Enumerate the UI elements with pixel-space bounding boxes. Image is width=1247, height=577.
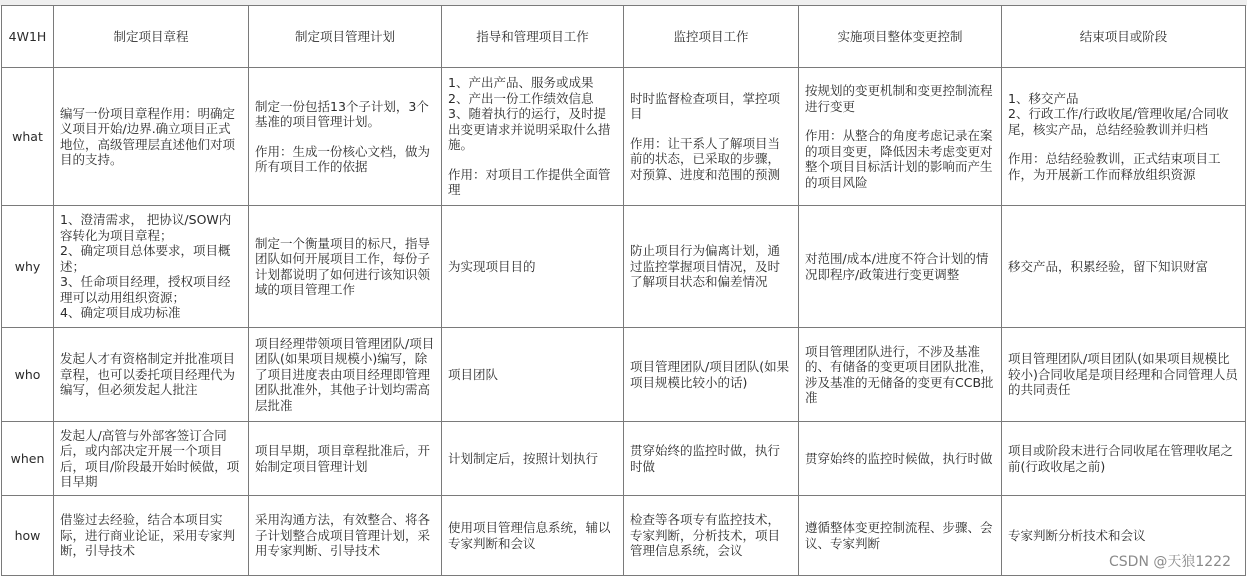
cell-paragraph: 采用沟通方法，有效整合、将各子计划整合成项目管理计划，采用专家判断、引导技术 [255, 512, 431, 559]
cell-paragraph: 贯穿始终的监控时做，执行时做 [630, 443, 781, 474]
table-cell [799, 496, 1002, 576]
watermark: CSDN @天狼1222 [1107, 551, 1233, 571]
column-header: 指导和管理项目工作 [442, 6, 624, 68]
column-header: 监控项目工作 [624, 6, 799, 68]
cell-paragraph: 1、澄清需求， 把协议/SOW内容转化为项目章程； 2、确定项目总体要求，项目概述； 3、任命项目经理，授权项目经理可以动用组织资源； 4、确定项目成功标准 [60, 212, 232, 321]
cell-paragraph: 时时监督检查项目，掌控项目 [630, 90, 781, 122]
column-header: 制定项目管理计划 [249, 6, 442, 68]
table-cell [54, 68, 249, 206]
cell-paragraph: 发起人才有资格制定并批准项目章程，也可以委托项目经理代为编写，但必须发起人批注 [60, 351, 236, 398]
row-header: who [2, 328, 54, 422]
cell-paragraph: 作用：让干系人了解项目当前的状态，已采取的步骤，对预算、进度和范围的预测 [630, 135, 781, 182]
row-header: what [2, 68, 54, 206]
table-cell [799, 328, 1002, 422]
cell-paragraph: 项目管理团队/项目团队(如果项目规模比较小)合同收尾是项目经理和合同管理人员的共同责任 [1008, 351, 1238, 398]
cell-paragraph: 1、移交产品 2、行政工作/行政收尾/管理收尾/合同收尾，核实产品，总结经验教训并归档 [1008, 90, 1229, 137]
table-cell [442, 422, 624, 496]
cell-paragraph: 编写一份项目章程作用：明确定义项目开始/边界.确立项目正式地位，高级管理层直述他们对项目的支持。 [60, 105, 236, 167]
table-cell [54, 328, 249, 422]
cell-paragraph: 发起人/高管与外部客签订合同后，或内部决定开展一个项目后，项目/阶段最开始时候做，项目早期 [60, 427, 240, 489]
column-header: 实施项目整体变更控制 [799, 6, 1002, 68]
cell-paragraph: 作用：总结经验教训，正式结束项目工作，为开展新工作而释放组织资源 [1008, 151, 1221, 182]
table-cell [442, 206, 624, 328]
table-cell [249, 496, 442, 576]
cell-paragraph: 1、产出产品、服务或成果 2、产出一份工作绩效信息 3、随着执行的运行，及时提出变更请求并说明采取什么措施。 [448, 75, 611, 153]
table-cell [54, 496, 249, 576]
table-cell [1002, 68, 1246, 206]
table-cell [1002, 206, 1246, 328]
table-cell [442, 328, 624, 422]
cell-paragraph: 作用：对项目工作提供全面管理 [448, 166, 611, 198]
cell-paragraph: 使用项目管理信息系统，辅以专家判断和会议 [448, 520, 611, 551]
table-cell [624, 328, 799, 422]
table-cell [624, 68, 799, 206]
cell-paragraph: 移交产品，积累经验，留下知识财富 [1008, 258, 1209, 274]
cell-paragraph: 作用：从整合的角度考虑记录在案的项目变更，降低因未考虑变更对整个项目目标活计划的影响而产生的项目风险 [805, 128, 993, 190]
table-cell [1002, 328, 1246, 422]
table-cell [249, 328, 442, 422]
table-cell [799, 68, 1002, 206]
table-row-how [2, 496, 1246, 576]
header-row [2, 6, 1246, 68]
table-cell [1002, 422, 1246, 496]
table-row-why [2, 206, 1246, 328]
table-cell [54, 206, 249, 328]
cell-paragraph: 项目团队 [448, 366, 499, 382]
table-row-when [2, 422, 1246, 496]
table-cell [442, 496, 624, 576]
table-cell [442, 68, 624, 206]
4w1h-table [1, 5, 1246, 576]
column-header: 结束项目或阶段 [1002, 6, 1246, 68]
table-cell [249, 422, 442, 496]
cell-paragraph: 对范围/成本/进度不符合计划的情况即程序/政策进行变更调整 [805, 251, 989, 282]
cell-paragraph: 作用：生成一份核心文档，做为所有项目工作的依据 [255, 143, 431, 174]
table-cell [624, 496, 799, 576]
row-header: when [2, 422, 54, 496]
table-cell [624, 206, 799, 328]
cell-paragraph: 制定一份包括13个子计划，3个基准的项目管理计划。 [255, 98, 429, 129]
cell-paragraph: 遵循整体变更控制流程、步骤、会议、专家判断 [805, 520, 993, 551]
cell-paragraph: 计划制定后，按照计划执行 [448, 450, 599, 466]
cell-paragraph: 项目早期，项目章程批准后，开始制定项目管理计划 [255, 443, 431, 474]
cell-paragraph: 制定一个衡量项目的标尺，指导团队如何开展项目工作，每份子计划都说明了如何进行该知识领域的项目管理工作 [255, 235, 431, 297]
cell-paragraph: 项目经理带领项目管理团队/项目团队(如果项目规模小)编写，除了项目进度表由项目经理即管理团队批准外，其他子计划均需高层批准 [255, 335, 435, 413]
row-header: why [2, 206, 54, 328]
row-header: how [2, 496, 54, 576]
cell-paragraph: 为实现项目目的 [448, 258, 536, 274]
cell-paragraph: 项目或阶段末进行合同收尾在管理收尾之前(行政收尾之前) [1008, 443, 1234, 474]
table-row-what [2, 68, 1246, 206]
table-cell [624, 422, 799, 496]
table-cell [799, 422, 1002, 496]
table-row-who [2, 328, 1246, 422]
cell-paragraph: 按规划的变更机制和变更控制流程进行变更 [805, 83, 993, 114]
cell-paragraph: 借鉴过去经验，结合本项目实际，进行商业论证，采用专家判断，引导技术 [60, 512, 236, 559]
cell-paragraph: 防止项目行为偏离计划，通过监控掌握项目情况，及时了解项目状态和偏差情况 [630, 243, 781, 290]
cell-paragraph: 检查等各项专有监控技术，专家判断，分析技术，项目管理信息系统，会议 [630, 512, 781, 559]
cell-paragraph: 项目管理团队进行，不涉及基准的、有储备的变更项目团队批准，涉及基准的无储备的变更有CCB批准 [805, 343, 994, 405]
table-cell [54, 422, 249, 496]
table-cell [799, 206, 1002, 328]
cell-paragraph: 贯穿始终的监控时候做，执行时做 [805, 450, 993, 466]
table-cell [249, 206, 442, 328]
column-header: 制定项目章程 [54, 6, 249, 68]
corner-cell: 4W1H [2, 6, 54, 68]
cell-paragraph: 专家判断分析技术和会议 [1008, 527, 1146, 543]
cell-paragraph: 项目管理团队/项目团队(如果项目规模比较小的话) [630, 359, 790, 390]
table-body [2, 68, 1246, 576]
table-cell [249, 68, 442, 206]
